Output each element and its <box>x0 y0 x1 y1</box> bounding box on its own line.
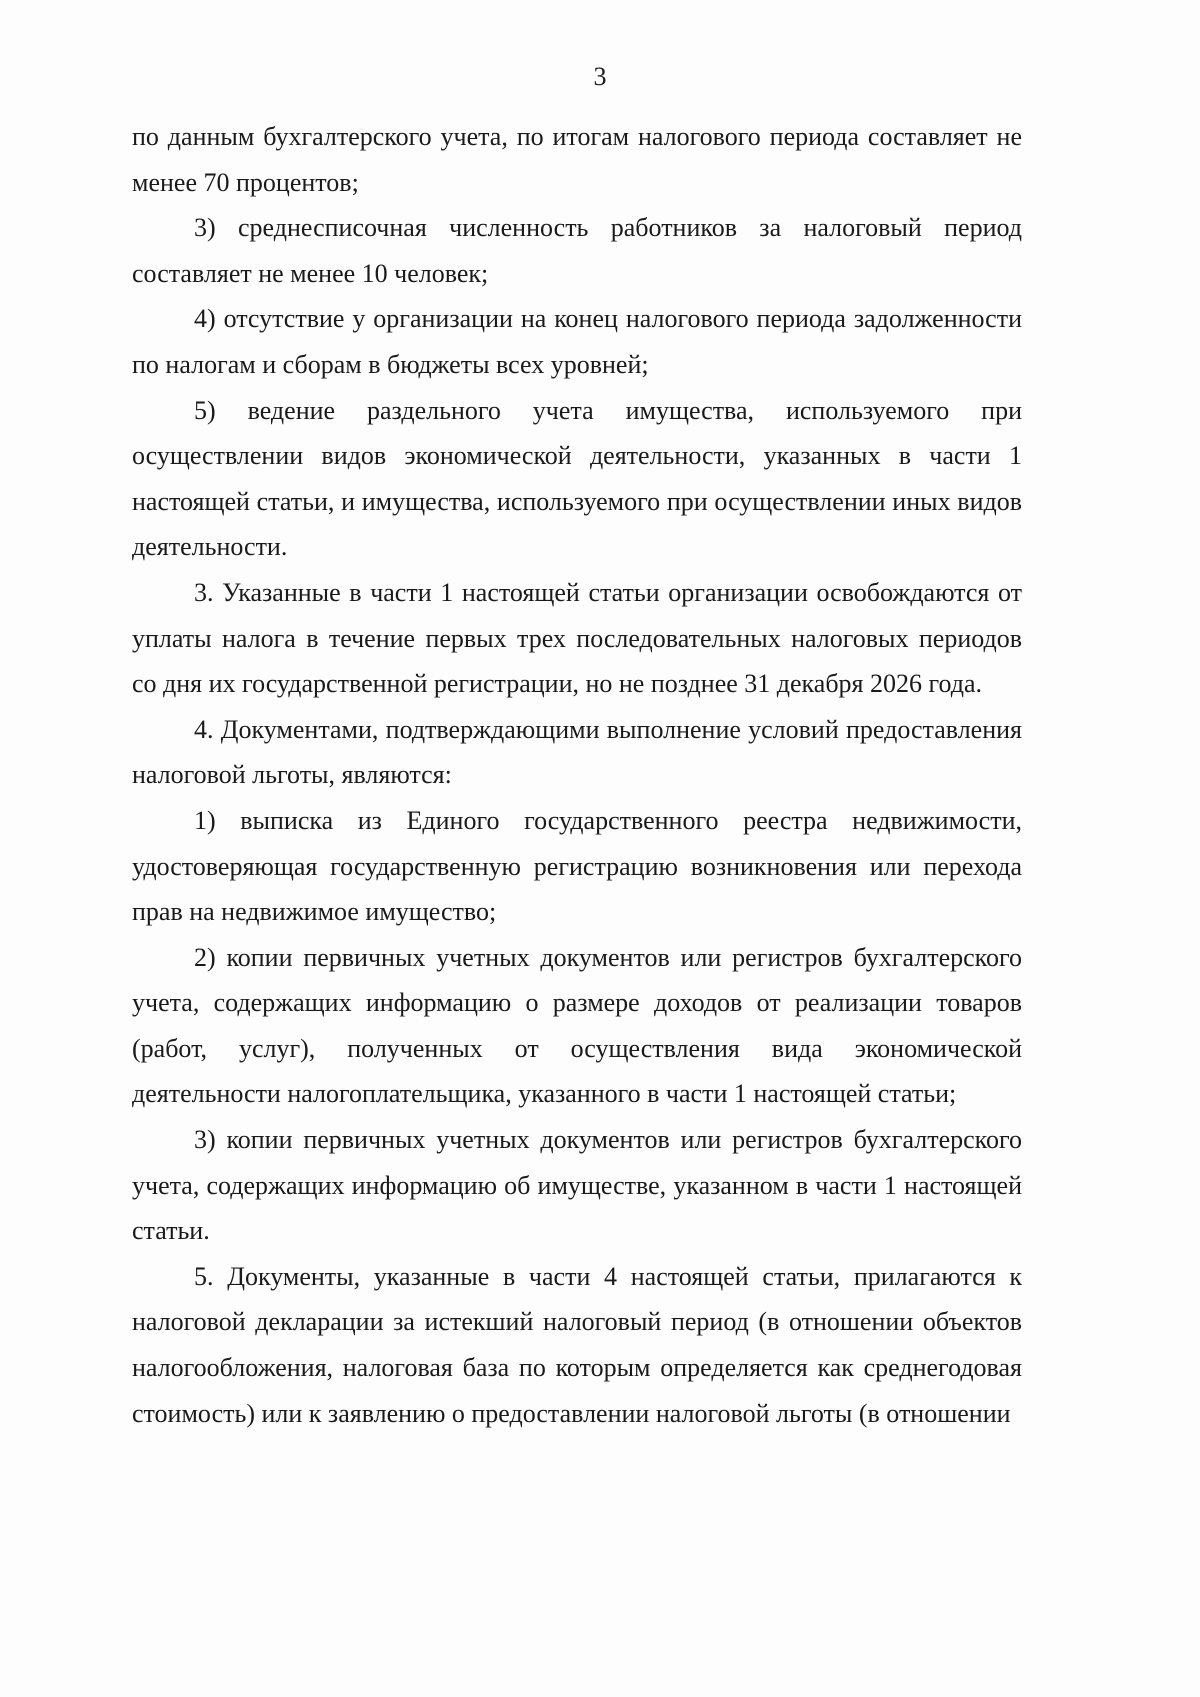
document-body <box>132 114 1022 1436</box>
paragraph-item-4: 4) отсутствие у организации на конец налогового периода задолженности по налогам и сборам в бюджеты всех уровней; <box>132 304 1022 379</box>
paragraph-section-4-item-3: 3) копии первичных учетных документов или регистров бухгалтерского учета, содержащих информацию об имуществе, указанном в части 1 настоящей статьи. <box>132 1125 1022 1246</box>
paragraph-section-4-item-2: 2) копии первичных учетных документов или регистров бухгалтерского учета, содержащих информацию о размере доходов от реализации товаров (работ, услуг), полученных от осуществления вида экономической деятельности налогоплательщика, указанного в части 1 настоящей статьи; <box>132 942 1022 1109</box>
paragraph-section-5: 5. Документы, указанные в части 4 настоящей статьи, прилагаются к налоговой декларации за истекший налоговый период (в отношении объектов налогообложения, налоговая база по которым определяется как среднегодовая стоимость) или к заявлению о предоставлении налоговой льготы (в отношении <box>132 1261 1022 1428</box>
paragraph-continuation: по данным бухгалтерского учета, по итогам налогового периода составляет не менее 70 процентов; <box>132 122 1022 197</box>
paragraph-section-3: 3. Указанные в части 1 настоящей статьи организации освобождаются от уплаты налога в течение первых трех последовательных налоговых периодов со дня их государственной регистрации, но не позднее 31 декабря 2026 года. <box>132 577 1022 699</box>
page-number: 3 <box>593 62 607 91</box>
paragraph-item-5: 5) ведение раздельного учета имущества, используемого при осуществлении видов экономической деятельности, указанных в части 1 настоящей статьи, и имущества, используемого при осуществлении иных видов деятельности. <box>132 395 1022 562</box>
paragraph-item-3: 3) среднесписочная численность работников за налоговый период составляет не менее 10 человек; <box>132 213 1022 288</box>
paragraph-section-4-item-1: 1) выписка из Единого государственного реестра недвижимости, удостоверяющая государственную регистрацию возникновения или перехода прав на недвижимое имущество; <box>132 805 1022 927</box>
paragraph-section-4: 4. Документами, подтверждающими выполнение условий предоставления налоговой льготы, являются: <box>132 714 1022 790</box>
